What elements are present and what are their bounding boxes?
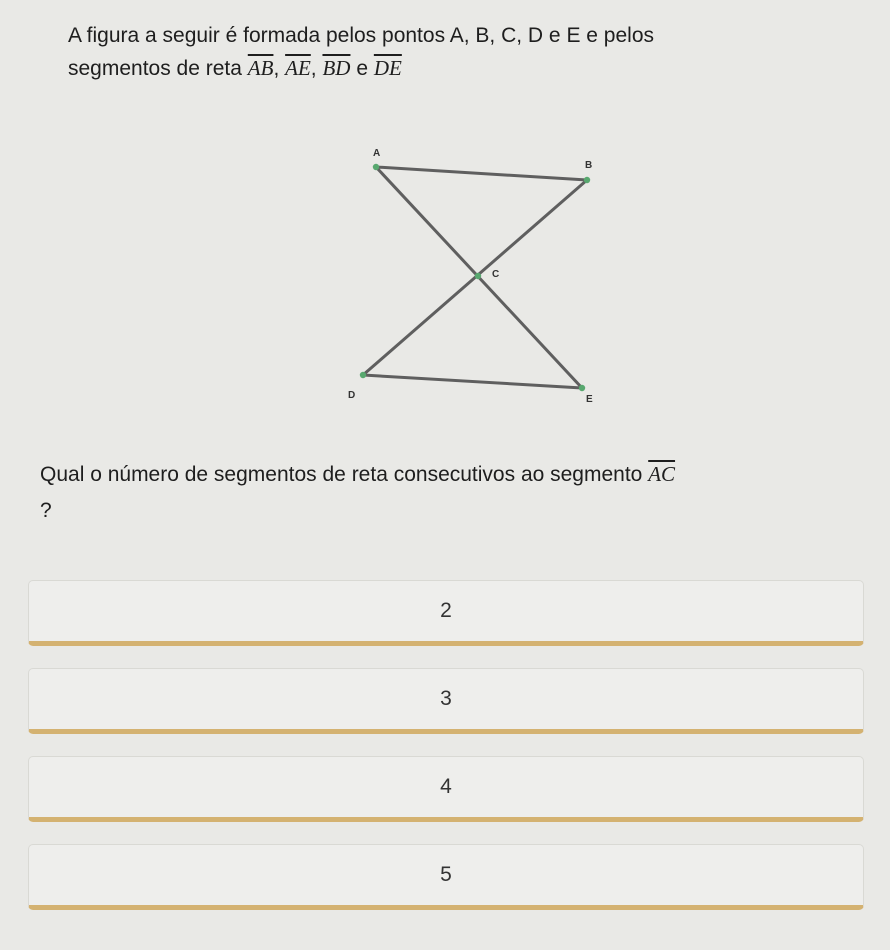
answer-option-2[interactable] [28,668,864,734]
label-e: E [586,394,593,405]
answer-option-label: 3 [440,687,452,710]
segment-ae: $\overline{AE}$ [285,56,311,80]
segment-de: $\overline{DE}$ [373,56,402,80]
point-d [360,372,366,378]
separator: , [273,57,280,80]
segment-line-bd [363,180,587,375]
label-a: A [373,148,381,159]
answer-option-label: 5 [440,863,452,886]
question-mark: ? [40,499,52,522]
question-line1: A figura a seguir é formada pelos pontos A, B, C, D e E e pelos [68,24,655,47]
point-b [584,177,590,183]
answer-option-label: 2 [440,599,452,622]
answer-option-1[interactable] [28,580,864,646]
answer-options [28,580,864,932]
separator: , [310,57,317,80]
answer-option-3[interactable] [28,756,864,822]
conjunction: e [356,57,368,80]
prompt-text [40,458,860,527]
label-b: B [585,160,593,171]
segment-ab: $\overline{AB}$ [247,56,274,80]
segment-ac: $\overline{AC}$ [648,462,676,486]
point-e [579,385,585,391]
segment-line-ab [376,167,587,180]
question-line2-prefix: segmentos de reta [68,57,242,80]
point-c [475,273,481,279]
segment-line-de [363,375,582,388]
figure-svg [320,140,620,420]
point-a [373,164,379,170]
question-text [68,20,828,85]
geometry-figure [320,140,620,420]
segment-bd: $\overline{BD}$ [322,56,351,80]
answer-option-label: 4 [440,775,452,798]
label-d: D [348,390,356,401]
answer-option-4[interactable] [28,844,864,910]
prompt-line: Qual o número de segmentos de reta consecutivos ao segmento [40,463,643,486]
label-c: C [492,269,500,280]
